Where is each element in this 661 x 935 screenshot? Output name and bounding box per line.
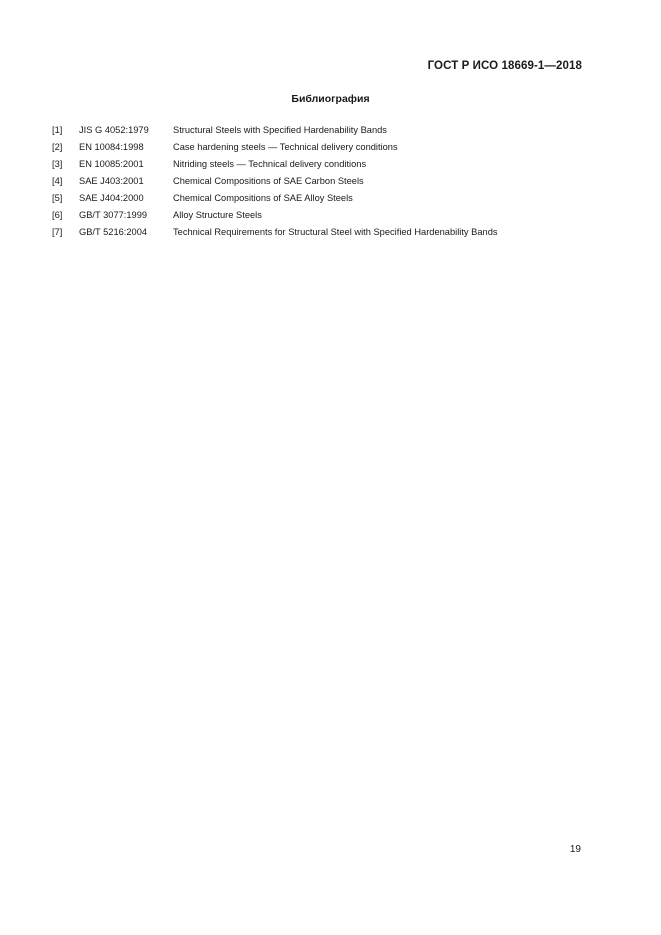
entry-code: EN 10084:1998 — [79, 141, 144, 152]
entry-code: EN 10085:2001 — [79, 158, 144, 169]
entry-code: SAE J403:2001 — [79, 175, 144, 186]
bibliography-entry — [52, 189, 592, 206]
entry-code: GB/T 5216:2004 — [79, 226, 148, 237]
bibliography-entry — [52, 206, 592, 223]
entry-title: Technical Requirements for Structural Steel with Specified Hardenability Bands — [173, 226, 498, 237]
entry-title: Structural Steels with Specified Hardenability Bands — [173, 124, 387, 135]
bibliography-entry — [52, 155, 592, 172]
bibliography-entry — [52, 138, 592, 155]
page-number: 19 — [569, 844, 581, 855]
entry-number: [5] — [52, 192, 63, 203]
bibliography-entry — [52, 223, 592, 240]
entry-title: Chemical Compositions of SAE Carbon Steels — [173, 175, 364, 186]
document-code: ГОСТ Р ИСО 18669-1—2018 — [427, 60, 582, 72]
entry-title: Alloy Structure Steels — [173, 209, 262, 220]
entry-code: SAE J404:2000 — [79, 192, 144, 203]
entry-number: [4] — [52, 175, 63, 186]
entry-code: GB/T 3077:1999 — [79, 209, 148, 220]
bibliography-entry — [52, 121, 592, 138]
entry-title: Nitriding steels — Technical delivery conditions — [173, 158, 367, 169]
entry-number: [1] — [52, 124, 63, 135]
entry-number: [7] — [52, 226, 63, 237]
entry-title: Case hardening steels — Technical delivery conditions — [173, 141, 398, 152]
entry-code: JIS G 4052:1979 — [79, 124, 149, 135]
bibliography-list — [52, 121, 592, 240]
entry-title: Chemical Compositions of SAE Alloy Steels — [173, 192, 353, 203]
entry-number: [2] — [52, 141, 63, 152]
entry-number: [3] — [52, 158, 63, 169]
bibliography-entry — [52, 172, 592, 189]
bibliography-heading: Библиография — [291, 93, 370, 105]
entry-number: [6] — [52, 209, 63, 220]
